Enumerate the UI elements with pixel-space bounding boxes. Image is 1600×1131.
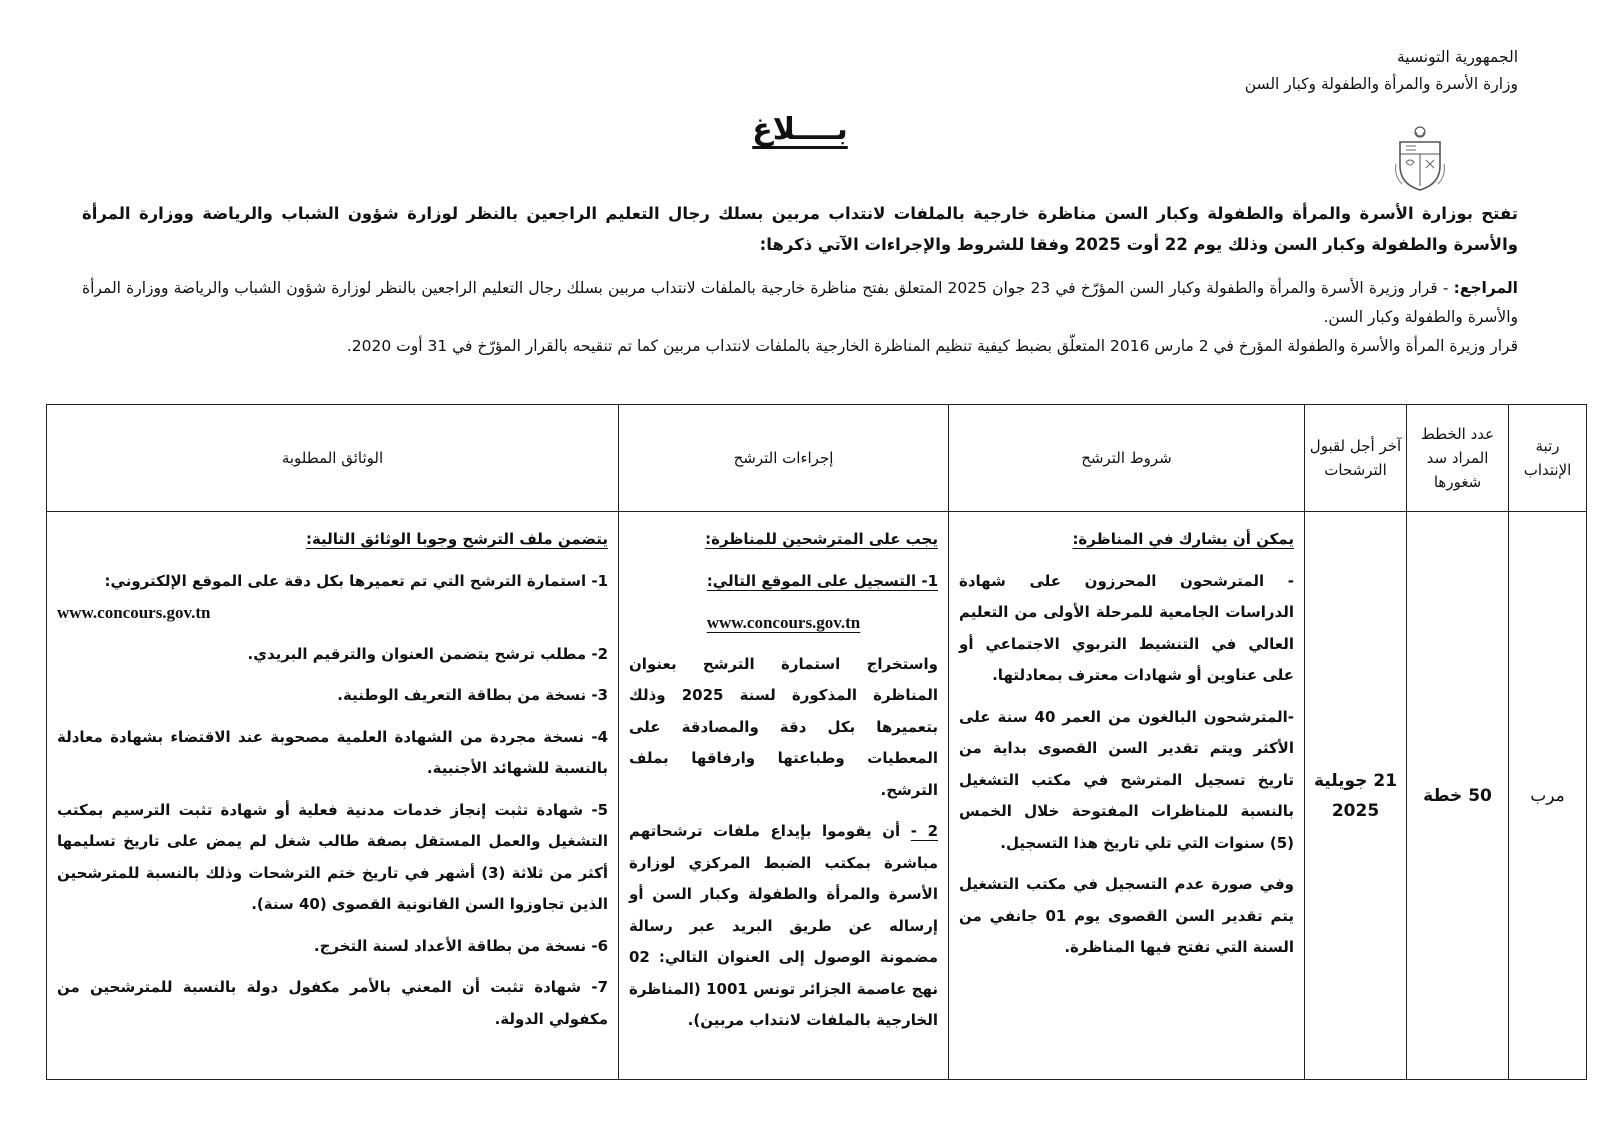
republic-name: الجمهورية التونسية [1396,48,1518,66]
recruitment-table [46,404,1587,1080]
header-rank: رتبة الإنتداب [1509,405,1587,512]
document-item: 7- شهادة تثبت أن المعني بالأمر مكفول دولة بالنسبة للمترشحين من مكفولي الدولة. [57,978,608,1028]
cell-conditions [949,512,1305,1080]
reference-1 [82,274,1518,332]
documents-title: يتضمن ملف الترشح وجوبا الوثائق التالية: [305,530,608,548]
deadline-year: 2025 [1331,800,1380,821]
condition-age-note: وفي صورة عدم التسجيل في مكتب التشغيل يتم تقدير السن القصوى يوم 01 جانفي من السنة التي تفتح فيها المناظرة. [959,875,1294,956]
header-documents: الوثائق المطلوبة [47,405,619,512]
issuer-header [998,44,1518,98]
reference-1-text: - قرار وزيرة الأسرة والمرأة والطفولة وكبار السن المؤرّخ في 23 جوان 2025 المتعلق بفتح مناظرة خارجية بالملفات لانتداب مربين بسلك رجال التعليم الراجعين بالنظر لوزارة شؤون الشباب والرياضة ووزارة المرأة والأسرة والطفولة وكبار السن. [82,279,1518,326]
document-title: بــــلاغ [752,112,848,147]
procedure-step1-label: 1- التسجيل على الموقع التالي: [706,571,938,590]
procedures-title: يجب على المترشحين للمناظرة: [705,530,938,548]
ministry-name: وزارة الأسرة والمرأة والطفولة وكبار السن [1244,75,1518,93]
table-header-row [47,405,1587,512]
intro-paragraph: تفتح بوزارة الأسرة والمرأة والطفولة وكبار السن مناظرة خارجية بالملفات لانتداب مربين بسلك رجال التعليم الراجعين بالنظر لوزارة شؤون الشباب والرياضة ووزارة المرأة والأسرة والطفولة وكبار السن وذلك يوم 22 أوت 2025 وفقا للشروط والإجراءات الآتي ذكرها: [82,204,1518,254]
document-item: 3- نسخة من بطاقة التعريف الوطنية. [337,686,608,704]
documents-site-link[interactable]: www.concours.gov.tn [57,603,211,622]
header-procedures: إجراءات الترشح [619,405,949,512]
header-conditions: شروط الترشح [949,405,1305,512]
document-item: 2- مطلب ترشح يتضمن العنوان والترقيم البريدي. [247,644,608,663]
procedure-step2 [629,816,938,1037]
procedure-step2-number: 2 - [910,822,938,840]
procedure-step1-text: واستخراج استمارة الترشح بعنوان المناظرة المذكورة لسنة 2025 وذلك بتعميرها بكل دقة والمصادقة على المعطيات وطباعتها وارفاقها بملف الترشح. [629,654,939,799]
deadline-date: 21 جويلية [1313,770,1398,791]
cell-rank: مرب [1509,512,1587,1080]
cell-documents [47,512,619,1080]
cell-procedures [619,512,949,1080]
condition-age: -المترشحون البالغون من العمر 40 سنة على الأكثر ويتم تقدير السن القصوى بداية من تاريخ تسجيل المترشح في مكتب التشغيل بالنسبة للمناظرات المفتوحة خلال الخمس (5) سنوات التي تلي تاريخ هذا التسجيل. [959,707,1294,852]
document-item: 5- شهادة تثبت إنجاز خدمات مدنية فعلية أو شهادة تثبت الترسيم بمكتب التشغيل والعمل المستقل بصفة طالب شغل لم يمض على تاريخ تسليمها أكثر من ثلاثة (3) أشهر في تاريخ ختم الترشحات وذلك بالنسبة للمترشحين الذين تجاوزوا السن القانونية القصوى (40 سنة). [57,800,608,913]
condition-diploma: - المترشحون المحرزون على شهادة الدراسات الجامعية للمرحلة الأولى من التعليم العالي في التنشيط التربوي الاجتماعي أو على عناوين أو شهادات معترف بمعادلتها. [959,571,1294,684]
document-item: 6- نسخة من بطاقة الأعداد لسنة التخرج. [313,936,608,955]
references-label: المراجع: [1453,279,1518,297]
conditions-title: يمكن أن يشارك في المناظرة: [1072,530,1294,548]
references-section [82,274,1518,361]
cell-deadline [1305,512,1407,1080]
document-item: 1- استمارة الترشح التي تم تعميرها بكل دقة على الموقع الإلكتروني: [104,571,608,590]
procedure-step2-text: أن يقوموا بإيداع ملفات ترشحاتهم مباشرة بمكتب الضبط المركزي لوزارة الأسرة والمرأة والطفولة وكبار السن أو إرساله عن طريق البريد عبر رسالة مضمونة الوصول إلى العنوان التالي: 02 نهج عاصمة الجزائر تونس 1001 (المناظرة الخارجية بالملفات لانتداب مربين). [629,822,939,1029]
table-row [47,512,1587,1080]
header-positions: عدد الخطط المراد سد شغورها [1407,405,1509,512]
procedure-site-link[interactable]: www.concours.gov.tn [706,613,861,632]
document-item: 4- نسخة مجردة من الشهادة العلمية مصحوبة عند الاقتضاء بشهادة معادلة بالنسبة للشهائد الأجنبية. [57,727,608,777]
reference-2: قرار وزيرة المرأة والأسرة والطفولة المؤرخ في 2 مارس 2016 المتعلّق بضبط كيفية تنظيم المناظرة الخارجية بالملفات لانتداب مربين كما تم تنقيحه بالقرار المؤرّخ في 31 أوت 2020. [346,337,1518,355]
cell-positions: 50 خطة [1407,512,1509,1080]
header-deadline: آخر أجل لقبول الترشحات [1305,405,1407,512]
